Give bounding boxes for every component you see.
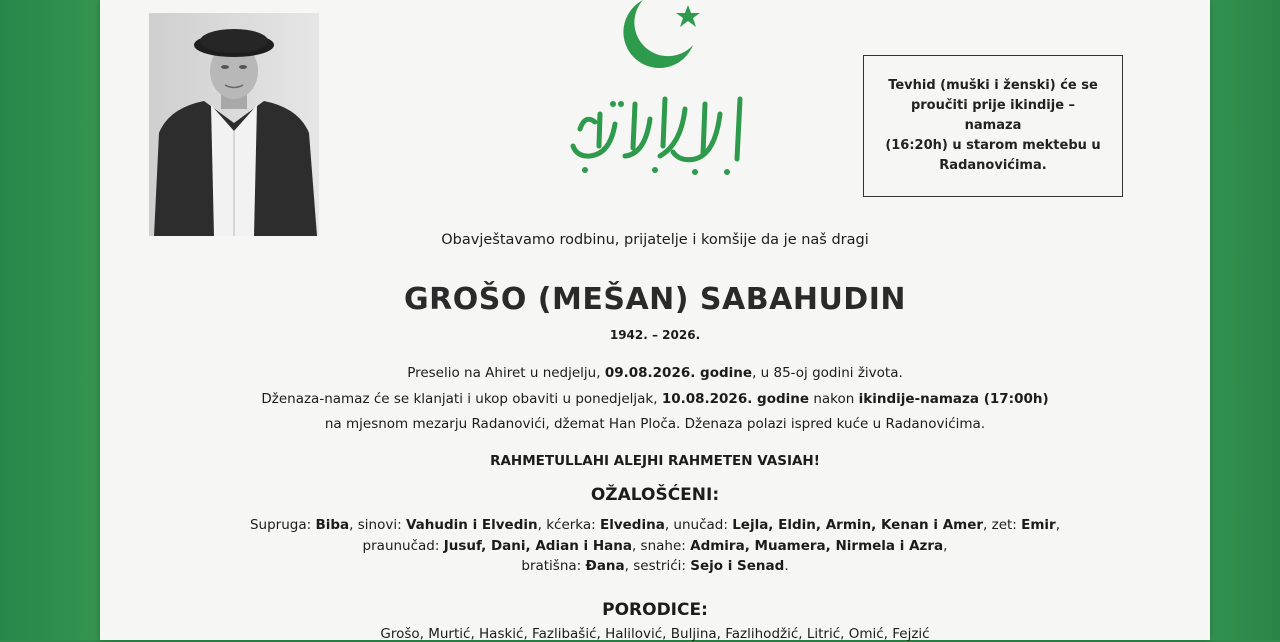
mourner-relation: , unučad: <box>664 517 733 533</box>
notice-line: (16:20h) u starom mektebu u <box>885 138 1101 153</box>
mourner-names: Emir <box>1021 517 1056 533</box>
mourners-heading: OŽALOŠĆENI: <box>590 485 720 505</box>
prayer-phrase: RAHMETULLAHI ALEJHI RAHMETEN VASIAH! <box>490 453 820 469</box>
burial-place: na mjesnom mezarju Radanovići, džemat Han Ploča. Dženaza polazi ispred kuće u Radanovićima. <box>324 416 986 432</box>
green-background-right <box>1210 0 1280 640</box>
mourner-names: Jusuf, Dani, Adian i Hana <box>443 538 632 554</box>
burial-info <box>100 391 1210 407</box>
mourner-relation: praunučad: <box>362 538 444 554</box>
mourner-relation: , zet: <box>983 517 1022 533</box>
mourner-relation: , kćerka: <box>537 517 600 533</box>
families-list: Grošo, Murtić, Haskić, Fazlibašić, Halilović, Buljina, Fazlihodžić, Litrić, Omić, Fejzić <box>380 626 930 642</box>
mourner-relation: , sinovi: <box>349 517 406 533</box>
mourner-names: Lejla, Eldin, Armin, Kenan i Amer <box>732 517 984 533</box>
burial-text: Dženaza-namaz će se klanjati i ukop obaviti u ponedjeljak, <box>261 391 662 407</box>
intro-text: Obavještavamo rodbinu, prijatelje i komšije da je naš dragi <box>441 232 869 248</box>
mourner-names: Vahudin i Elvedin <box>405 517 538 533</box>
mourner-names: Admira, Muamera, Nirmela i Azra <box>690 538 944 554</box>
mourner-names: Đana <box>585 558 625 574</box>
mourner-names: Sejo i Senad <box>690 558 785 574</box>
deceased-name: GROŠO (MEŠAN) SABAHUDIN <box>404 282 906 317</box>
burial-time: ikindije-namaza (17:00h) <box>858 391 1049 407</box>
life-years: 1942. – 2026. <box>609 328 701 342</box>
mourners-line <box>100 558 1210 574</box>
green-background-left <box>0 0 100 640</box>
mourner-relation: . <box>784 558 789 574</box>
burial-connector: nakon <box>809 391 859 407</box>
deceased-photo <box>149 13 319 236</box>
death-text: Preselio na Ahiret u nedjelju, <box>407 365 605 381</box>
mourner-relation: , <box>943 538 948 554</box>
notice-line: Radanovićima. <box>939 158 1047 173</box>
tevhid-notice-box <box>863 55 1123 197</box>
mourner-relation: bratišna: <box>521 558 586 574</box>
mourner-names: Elvedina <box>600 517 665 533</box>
mourner-relation: , snahe: <box>631 538 691 554</box>
mourner-names: Biba <box>315 517 350 533</box>
families-heading: PORODICE: <box>602 600 708 620</box>
notice-line: proučiti prije ikindije – namaza <box>910 98 1076 133</box>
death-date: 09.08.2026. godine <box>604 365 753 381</box>
notice-line: Tevhid (muški i ženski) će se <box>888 78 1098 93</box>
mourners-line <box>100 517 1210 533</box>
crescent-star-icon <box>605 0 705 75</box>
mourner-relation: , sestrići: <box>624 558 691 574</box>
mourner-relation: , <box>1055 517 1061 533</box>
obituary-notice <box>100 0 1210 640</box>
death-age: , u 85-oj godini života. <box>752 365 903 381</box>
mourners-line <box>100 538 1210 554</box>
mourner-relation: Supruga: <box>249 517 316 533</box>
death-info <box>100 365 1210 381</box>
arabic-calligraphy <box>555 84 755 184</box>
burial-date: 10.08.2026. godine <box>661 391 810 407</box>
